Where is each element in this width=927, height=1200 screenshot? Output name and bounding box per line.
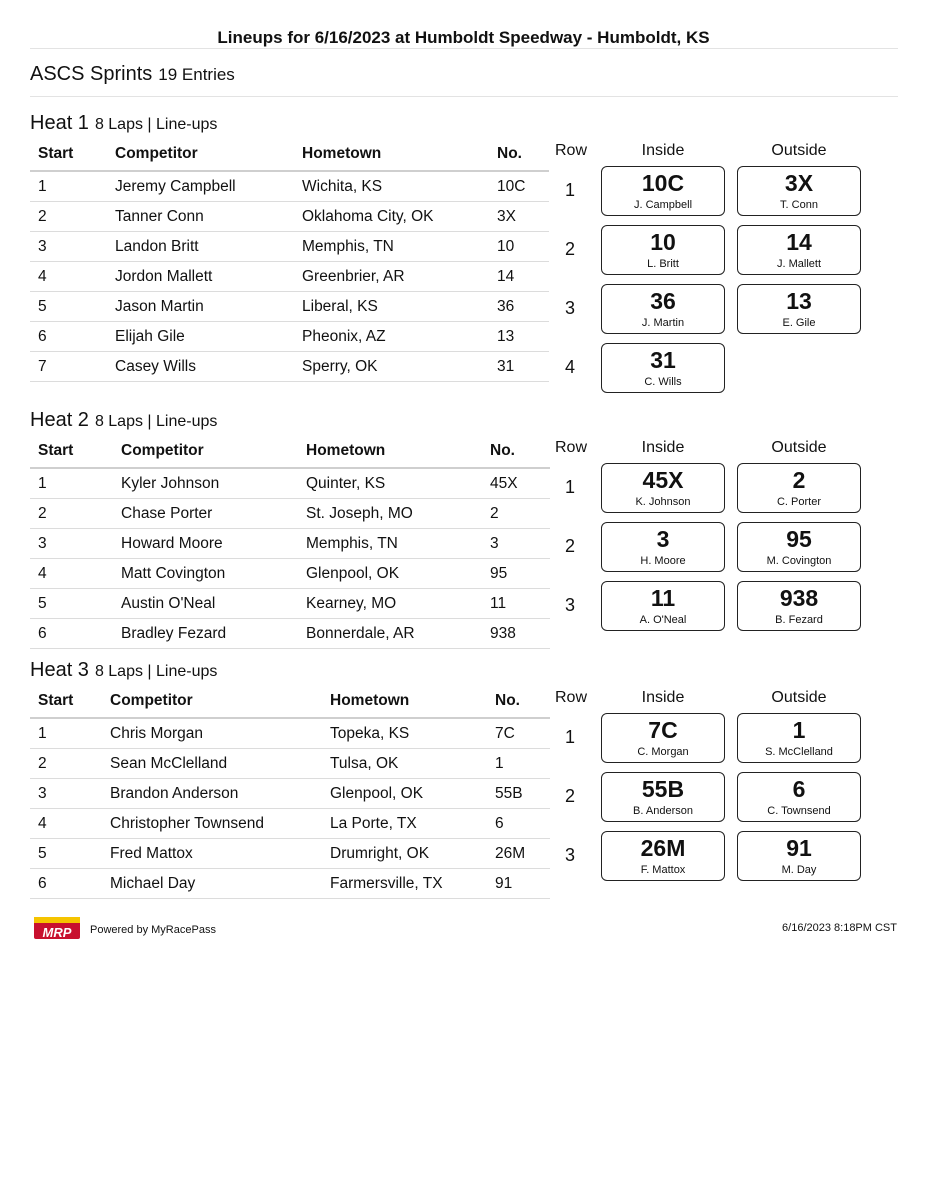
driver-name: L. Britt	[647, 258, 679, 270]
cell-competitor: Elijah Gile	[107, 322, 294, 352]
cell-competitor: Michael Day	[102, 869, 322, 899]
car-number: 10C	[641, 170, 685, 196]
grid-header-row: Row	[555, 142, 588, 159]
grid-row-number: 4	[564, 357, 575, 377]
driver-name: E. Gile	[782, 317, 816, 329]
divider	[30, 96, 898, 97]
driver-name: C. Townsend	[767, 805, 831, 817]
cell-start: 7	[30, 352, 107, 382]
grid-car-outside	[737, 166, 861, 216]
cell-competitor: Jordon Mallett	[107, 262, 294, 292]
table-row	[30, 559, 550, 589]
cell-hometown: Wichita, KS	[294, 171, 489, 202]
grid-car-outside	[737, 831, 861, 881]
driver-name: A. O'Neal	[639, 614, 687, 626]
cell-no: 95	[482, 559, 550, 589]
cell-start: 4	[30, 559, 113, 589]
cell-start: 3	[30, 779, 102, 809]
grid-car-inside	[601, 522, 725, 572]
cell-hometown: Pheonix, AZ	[294, 322, 489, 352]
myracepass-logo[interactable]	[32, 913, 82, 945]
driver-name: H. Moore	[640, 555, 686, 567]
grid-row-number: 2	[564, 786, 575, 806]
cell-competitor: Sean McClelland	[102, 749, 322, 779]
grid-row-number: 3	[564, 298, 575, 318]
cell-start: 1	[30, 171, 107, 202]
cell-no: 26M	[487, 839, 550, 869]
divider	[30, 48, 898, 49]
car-number: 3	[656, 526, 670, 552]
cell-no: 36	[489, 292, 549, 322]
car-number: 6	[792, 776, 806, 802]
driver-name: K. Johnson	[635, 496, 691, 508]
column-header-hometown: Hometown	[298, 435, 482, 468]
cell-competitor: Chris Morgan	[102, 718, 322, 749]
table-header-row	[30, 138, 549, 171]
cell-no: 1	[487, 749, 550, 779]
cell-start: 5	[30, 589, 113, 619]
driver-name: C. Wills	[644, 376, 682, 388]
driver-name: C. Morgan	[637, 746, 689, 758]
grid-car-inside	[601, 772, 725, 822]
cell-competitor: Casey Wills	[107, 352, 294, 382]
cell-competitor: Austin O'Neal	[113, 589, 298, 619]
lineup-table	[30, 138, 549, 382]
cell-start: 3	[30, 529, 113, 559]
car-number: 36	[650, 288, 676, 314]
grid-row-number: 1	[564, 727, 575, 747]
table-row	[30, 322, 549, 352]
table-row	[30, 171, 549, 202]
table-row	[30, 499, 550, 529]
cell-no: 10C	[489, 171, 549, 202]
car-number: 91	[786, 835, 812, 861]
cell-hometown: Bonnerdale, AR	[298, 619, 482, 649]
cell-competitor: Howard Moore	[113, 529, 298, 559]
cell-competitor: Bradley Fezard	[113, 619, 298, 649]
cell-no: 3	[482, 529, 550, 559]
cell-hometown: Drumright, OK	[322, 839, 487, 869]
cell-start: 2	[30, 499, 113, 529]
heat-title	[30, 659, 217, 682]
grid-header-inside: Inside	[641, 439, 685, 456]
class-name: ASCS Sprints	[30, 63, 153, 85]
cell-start: 1	[30, 468, 113, 499]
table-row	[30, 779, 550, 809]
grid-car-inside	[601, 284, 725, 334]
grid-car-outside	[737, 225, 861, 275]
cell-competitor: Chase Porter	[113, 499, 298, 529]
cell-start: 5	[30, 292, 107, 322]
car-number: 10	[650, 229, 676, 255]
cell-start: 2	[30, 749, 102, 779]
car-number: 26M	[640, 835, 686, 861]
grid-car-inside	[601, 166, 725, 216]
powered-by-text: Powered by MyRacePass	[90, 924, 216, 936]
cell-hometown: Kearney, MO	[298, 589, 482, 619]
cell-hometown: Memphis, TN	[298, 529, 482, 559]
grid-row-number: 3	[564, 595, 575, 615]
column-header-start: Start	[30, 435, 113, 468]
cell-competitor: Christopher Townsend	[102, 809, 322, 839]
grid-header-outside: Outside	[771, 142, 827, 159]
heat-title	[30, 409, 217, 432]
cell-no: 14	[489, 262, 549, 292]
cell-competitor: Landon Britt	[107, 232, 294, 262]
cell-start: 3	[30, 232, 107, 262]
car-number: 13	[786, 288, 812, 314]
heat-info: 8 Laps | Line-ups	[94, 413, 218, 430]
logo-text: MRP	[42, 925, 72, 940]
car-number: 95	[786, 526, 812, 552]
cell-no: 938	[482, 619, 550, 649]
cell-hometown: Quinter, KS	[298, 468, 482, 499]
cell-hometown: Tulsa, OK	[322, 749, 487, 779]
cell-hometown: Sperry, OK	[294, 352, 489, 382]
grid-header-row: Row	[555, 439, 588, 456]
cell-no: 13	[489, 322, 549, 352]
cell-competitor: Brandon Anderson	[102, 779, 322, 809]
grid-row-number: 2	[564, 536, 575, 556]
cell-hometown: Glenpool, OK	[322, 779, 487, 809]
driver-name: M. Covington	[766, 555, 832, 567]
cell-no: 3X	[489, 202, 549, 232]
heat-name: Heat 2	[30, 409, 89, 431]
cell-competitor: Matt Covington	[113, 559, 298, 589]
cell-no: 2	[482, 499, 550, 529]
column-header-competitor: Competitor	[107, 138, 294, 171]
cell-hometown: Greenbrier, AR	[294, 262, 489, 292]
driver-name: F. Mattox	[640, 864, 686, 876]
table-row	[30, 468, 550, 499]
cell-start: 4	[30, 262, 107, 292]
grid-car-outside	[737, 284, 861, 334]
table-row	[30, 352, 549, 382]
cell-start: 2	[30, 202, 107, 232]
column-header-no: No.	[487, 685, 550, 718]
column-header-hometown: Hometown	[294, 138, 489, 171]
grid-car-outside	[737, 522, 861, 572]
grid-car-outside	[737, 581, 861, 631]
grid-header-inside: Inside	[641, 689, 685, 706]
car-number: 7C	[648, 717, 678, 743]
column-header-hometown: Hometown	[322, 685, 487, 718]
grid-car-inside	[601, 713, 725, 763]
grid-car-outside	[737, 463, 861, 513]
heat-info: 8 Laps | Line-ups	[94, 663, 218, 680]
cell-hometown: Farmersville, TX	[322, 869, 487, 899]
lineup-table	[30, 435, 550, 649]
page-title: Lineups for 6/16/2023 at Humboldt Speedway - Humboldt, KS	[217, 28, 710, 47]
car-number: 2	[792, 467, 806, 493]
cell-no: 45X	[482, 468, 550, 499]
cell-no: 91	[487, 869, 550, 899]
cell-start: 6	[30, 869, 102, 899]
cell-hometown: La Porte, TX	[322, 809, 487, 839]
driver-name: B. Anderson	[633, 805, 693, 817]
car-number: 45X	[642, 467, 684, 493]
driver-name: S. McClelland	[765, 746, 833, 758]
column-header-competitor: Competitor	[113, 435, 298, 468]
grid-car-inside	[601, 581, 725, 631]
heat-name: Heat 1	[30, 112, 89, 134]
cell-competitor: Fred Mattox	[102, 839, 322, 869]
driver-name: J. Martin	[641, 317, 685, 329]
cell-hometown: St. Joseph, MO	[298, 499, 482, 529]
car-number: 11	[650, 585, 676, 611]
driver-name: J. Campbell	[633, 199, 693, 211]
driver-name: J. Mallett	[776, 258, 821, 270]
cell-start: 5	[30, 839, 102, 869]
grid-row-number: 1	[564, 477, 575, 497]
grid-header-inside: Inside	[641, 142, 685, 159]
table-row	[30, 869, 550, 899]
grid-car-inside	[601, 831, 725, 881]
grid-row-number: 2	[564, 239, 575, 259]
cell-hometown: Liberal, KS	[294, 292, 489, 322]
car-number: 1	[792, 717, 806, 743]
class-heading	[30, 63, 235, 86]
table-row	[30, 589, 550, 619]
cell-no: 6	[487, 809, 550, 839]
grid-car-outside	[737, 713, 861, 763]
table-row	[30, 809, 550, 839]
cell-competitor: Tanner Conn	[107, 202, 294, 232]
cell-start: 6	[30, 322, 107, 352]
driver-name: C. Porter	[776, 496, 821, 508]
cell-hometown: Glenpool, OK	[298, 559, 482, 589]
table-header-row	[30, 435, 550, 468]
grid-header-outside: Outside	[771, 689, 827, 706]
driver-name: B. Fezard	[775, 614, 823, 626]
grid-header-row: Row	[555, 689, 588, 706]
table-row	[30, 232, 549, 262]
cell-hometown: Memphis, TN	[294, 232, 489, 262]
cell-no: 55B	[487, 779, 550, 809]
cell-competitor: Jeremy Campbell	[107, 171, 294, 202]
column-header-no: No.	[489, 138, 549, 171]
table-row	[30, 262, 549, 292]
car-number: 3X	[784, 170, 814, 196]
grid-car-inside	[601, 225, 725, 275]
column-header-competitor: Competitor	[102, 685, 322, 718]
cell-hometown: Topeka, KS	[322, 718, 487, 749]
cell-competitor: Kyler Johnson	[113, 468, 298, 499]
heat-title	[30, 112, 217, 135]
cell-competitor: Jason Martin	[107, 292, 294, 322]
car-number: 14	[786, 229, 812, 255]
grid-header-outside: Outside	[771, 439, 827, 456]
cell-hometown: Oklahoma City, OK	[294, 202, 489, 232]
heat-info: 8 Laps | Line-ups	[94, 116, 218, 133]
column-header-start: Start	[30, 138, 107, 171]
grid-car-inside	[601, 343, 725, 393]
cell-start: 6	[30, 619, 113, 649]
print-timestamp: 6/16/2023 8:18PM CST	[782, 922, 897, 934]
class-entries: 19 Entries	[158, 65, 235, 84]
table-row	[30, 529, 550, 559]
table-row	[30, 839, 550, 869]
grid-row-number: 1	[564, 180, 575, 200]
grid-car-inside	[601, 463, 725, 513]
cell-no: 31	[489, 352, 549, 382]
table-header-row	[30, 685, 550, 718]
table-row	[30, 202, 549, 232]
heat-name: Heat 3	[30, 659, 89, 681]
driver-name: M. Day	[781, 864, 817, 876]
column-header-start: Start	[30, 685, 102, 718]
table-row	[30, 718, 550, 749]
driver-name: T. Conn	[780, 199, 818, 211]
table-row	[30, 619, 550, 649]
car-number: 31	[650, 347, 676, 373]
car-number: 55B	[641, 776, 685, 802]
grid-car-outside	[737, 772, 861, 822]
cell-start: 4	[30, 809, 102, 839]
cell-no: 10	[489, 232, 549, 262]
cell-no: 7C	[487, 718, 550, 749]
table-row	[30, 749, 550, 779]
column-header-no: No.	[482, 435, 550, 468]
lineup-table	[30, 685, 550, 899]
grid-row-number: 3	[564, 845, 575, 865]
cell-start: 1	[30, 718, 102, 749]
table-row	[30, 292, 549, 322]
cell-no: 11	[482, 589, 550, 619]
car-number: 938	[779, 585, 819, 611]
